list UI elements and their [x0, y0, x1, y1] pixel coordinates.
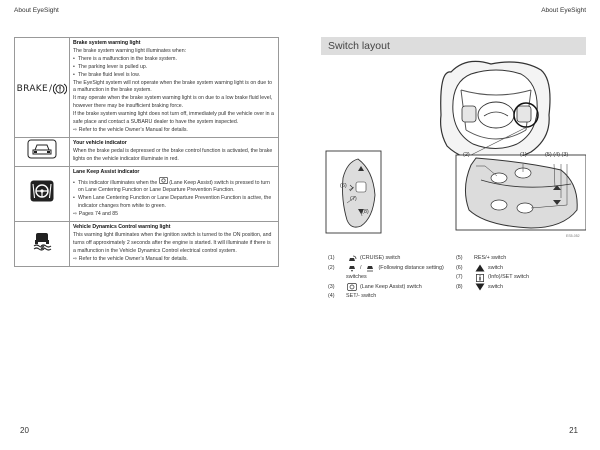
bullet-item: • The brake fluid level is low.: [73, 72, 274, 80]
vdc-icon-cell: [15, 222, 70, 267]
slash-glyph: /: [48, 84, 53, 95]
bullet-text: This indicator illuminates when the: [78, 179, 158, 186]
row-title: Vehicle Dynamics Control warning light: [73, 224, 171, 231]
vehicle-indicator-icon-cell: [15, 137, 70, 166]
text-line: If the brake system warning light does not turn off, immediately pull the vehicle over in a safe place and contact a SUBARU dealer to have the system inspected.: [73, 111, 274, 126]
item-number: (7): [456, 274, 463, 280]
item-label: (Info)/SET switch: [488, 274, 529, 280]
vehicle-dynamics-control-icon: [31, 230, 53, 252]
lane-keep-switch-icon: [159, 177, 168, 184]
bullet-item: • When Lane Centering Function or Lane Departure Prevention Function is active, the indicator changes from white to green.: [73, 195, 274, 211]
item-label: (Lane Keep Assist) switch: [360, 283, 422, 290]
info-icon: [474, 274, 485, 282]
legend-item-7: [456, 273, 529, 283]
header-right: About EyeSight: [541, 7, 586, 14]
item-number: (6): [456, 264, 463, 271]
callout-8: (8): [362, 209, 369, 215]
callout-6: (6): [340, 183, 347, 189]
distance-decrease-icon: [346, 264, 357, 272]
switch-legend-right: [456, 254, 529, 292]
page-number-right: 21: [569, 426, 578, 435]
warning-lights-table: [14, 37, 279, 267]
callout-7: (7): [350, 196, 357, 202]
bullet-text: (Lane Keep Assist) switch is pressed to turn on Lane Centering Function or Lane Departure Prevention Function.: [78, 179, 270, 194]
text-line: The EyeSight system will not operate when the brake system warning light is on due to a malfunction in the brake system.: [73, 79, 272, 94]
item-number: (1): [328, 255, 335, 261]
callout-1: (1): [520, 152, 527, 158]
switch-legend-left: [328, 254, 444, 302]
row-title: Brake system warning light: [73, 40, 141, 46]
callout-2: (2): [463, 152, 470, 158]
item-label: (CRUISE) switch: [360, 255, 401, 261]
distance-increase-icon: [365, 264, 376, 272]
legend-item-2-cont: [328, 273, 444, 283]
lane-keep-switch-icon: [346, 283, 357, 291]
text-line: When the brake pedal is depressed or the brake control function is activated, the brake lights on the vehicle indicator illuminate in red.: [73, 147, 273, 162]
reference-line: ⇨ Refer to the vehicle Owner’s Manual for details.: [73, 255, 188, 262]
legend-item-5: [456, 254, 529, 264]
text-line: It may operate when the brake system warning light is on due to a low brake fluid level, however there may be insufficient braking force.: [73, 95, 273, 110]
legend-item-8: [456, 283, 529, 293]
legend-item-1: [328, 254, 444, 264]
legend-item-6: [456, 264, 529, 274]
callout-5-4-3: (5) (4) (3): [545, 152, 569, 158]
item-label: switch: [488, 283, 503, 290]
legend-item-2: [328, 264, 444, 274]
row-title: Lane Keep Assist indicator: [73, 168, 140, 175]
switch-layout-diagram: [321, 60, 586, 240]
item-label: SET/- switch: [346, 293, 377, 299]
item-number: (5): [456, 255, 463, 261]
diagram-code: ES5-052: [566, 234, 580, 238]
right-inset-box: [456, 155, 586, 230]
section-title: Switch layout: [321, 37, 586, 55]
table-row: [15, 38, 279, 138]
reference-line: ⇨ Pages 74 and 85: [73, 211, 119, 218]
vehicle-indicator-description: [70, 137, 279, 166]
left-inset-box: [326, 151, 381, 233]
item-number: (4): [328, 293, 335, 299]
table-row: [15, 166, 279, 221]
item-label-cont: switches: [346, 274, 367, 280]
item-number: (2): [328, 264, 335, 271]
item-label: RES/+ switch: [474, 255, 507, 261]
item-label: (Following distance setting): [378, 264, 444, 271]
legend-item-4: [328, 292, 444, 302]
up-triangle-icon: [474, 264, 485, 272]
lane-keep-assist-icon: [30, 180, 54, 202]
table-row: [15, 222, 279, 267]
brake-warning-icon-cell: [15, 38, 70, 138]
item-number: (3): [328, 283, 335, 290]
reference-line: ⇨ Refer to the vehicle Owner’s Manual for details.: [73, 126, 188, 133]
circle-exclamation-icon: [53, 83, 67, 95]
bullet-item: • There is a malfunction in the brake system.: [73, 56, 274, 64]
lane-keep-description: [70, 166, 279, 221]
brake-warning-description: [70, 38, 279, 138]
row-title: Your vehicle indicator: [73, 139, 127, 146]
text-line: The brake system warning light illuminates when:: [73, 47, 187, 54]
brake-icon-label: BRAKE: [16, 84, 48, 95]
cruise-switch-icon: [346, 255, 357, 263]
text-line: This warning light illuminates when the ignition switch is turned to the ON position, and turns off approximately 2 seconds after the engine is started. It will illuminate if there is a malfunction in the Vehicle Dynamics Control electrical control system.: [73, 231, 272, 254]
page-number-left: 20: [20, 426, 29, 435]
header-left: About EyeSight: [14, 7, 59, 14]
steering-wheel: [441, 61, 550, 164]
vehicle-indicator-icon: [27, 139, 57, 159]
legend-item-3: [328, 283, 444, 293]
item-label: switch: [488, 264, 503, 271]
brake-warning-icon: [17, 83, 68, 95]
down-triangle-icon: [474, 283, 485, 291]
item-number: (8): [456, 283, 463, 290]
bullet-item: • The parking lever is pulled up.: [73, 64, 274, 72]
vdc-description: [70, 222, 279, 267]
bullet-item: [73, 177, 274, 196]
separator: /: [360, 264, 362, 271]
table-row: [15, 137, 279, 166]
lane-keep-icon-cell: [15, 166, 70, 221]
